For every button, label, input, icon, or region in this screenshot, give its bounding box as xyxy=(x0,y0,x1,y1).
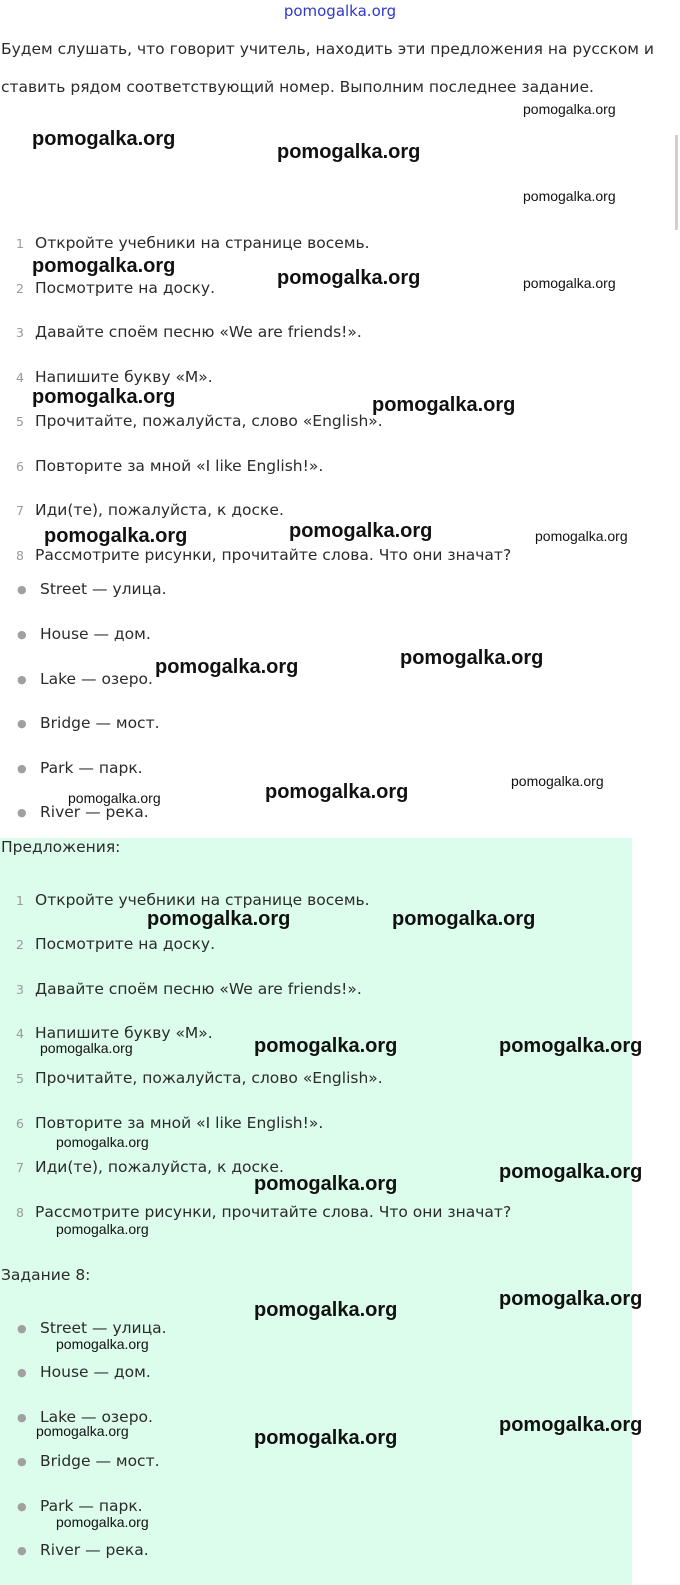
bullet-icon: ● xyxy=(17,628,27,641)
bullet-icon: ● xyxy=(17,1544,27,1557)
item-number: 3 xyxy=(16,982,24,997)
bullet-icon: ● xyxy=(17,1500,27,1513)
intro-paragraph xyxy=(1,30,654,106)
bullet-icon: ● xyxy=(17,583,27,596)
item-text: Посмотрите на доску. xyxy=(35,279,216,297)
intro-line-1: Будем слушать, что говорит учитель, находить эти предложения на русском и xyxy=(1,40,654,58)
watermark: pomogalka.org xyxy=(289,520,433,542)
intro-line-2: ставить рядом соответствующий номер. Выполним последнее задание. xyxy=(1,78,594,96)
watermark: pomogalka.org xyxy=(499,1161,643,1183)
watermark: pomogalka.org xyxy=(523,275,616,291)
bullet-icon: ● xyxy=(17,1322,27,1335)
item-text: Иди(те), пожалуйста, к доске. xyxy=(35,1158,284,1176)
item-text: Посмотрите на доску. xyxy=(35,935,216,953)
word-text: Street — улица. xyxy=(40,1319,167,1337)
bullet-icon: ● xyxy=(17,1366,27,1379)
watermark: pomogalka.org xyxy=(36,1423,129,1439)
bullet-icon: ● xyxy=(17,762,27,775)
watermark: pomogalka.org xyxy=(44,525,188,547)
item-text: Иди(те), пожалуйста, к доске. xyxy=(35,501,284,519)
item-text: Повторите за мной «I like English!». xyxy=(35,1114,324,1132)
watermark: pomogalka.org xyxy=(56,1514,149,1530)
item-number: 7 xyxy=(16,503,24,518)
word-text: Park — парк. xyxy=(40,1497,143,1515)
watermark: pomogalka.org xyxy=(155,656,299,678)
item-number: 1 xyxy=(16,893,24,908)
item-number: 5 xyxy=(16,414,24,429)
watermark: pomogalka.org xyxy=(254,1299,398,1321)
bullet-icon: ● xyxy=(17,717,27,730)
bullet-icon: ● xyxy=(17,1455,27,1468)
site-header-link[interactable]: pomogalka.org xyxy=(283,2,397,20)
watermark: pomogalka.org xyxy=(32,255,176,277)
watermark: pomogalka.org xyxy=(499,1288,643,1310)
watermark: pomogalka.org xyxy=(56,1134,149,1150)
item-number: 2 xyxy=(16,281,24,296)
watermark: pomogalka.org xyxy=(499,1035,643,1057)
watermark: pomogalka.org xyxy=(32,128,176,150)
item-text: Прочитайте, пожалуйста, слово «English». xyxy=(35,1069,383,1087)
item-number: 6 xyxy=(16,459,24,474)
item-number: 6 xyxy=(16,1116,24,1131)
word-text: House — дом. xyxy=(40,625,151,643)
watermark: pomogalka.org xyxy=(400,647,544,669)
item-text: Откройте учебники на странице восемь. xyxy=(35,891,370,909)
watermark: pomogalka.org xyxy=(499,1414,643,1436)
watermark: pomogalka.org xyxy=(535,528,628,544)
word-text: Bridge — мост. xyxy=(40,1452,160,1470)
sentences-heading: Предложения: xyxy=(1,838,121,856)
scrollbar-thumb[interactable] xyxy=(675,135,678,230)
item-text: Повторите за мной «I like English!». xyxy=(35,457,324,475)
watermark: pomogalka.org xyxy=(265,781,409,803)
item-text: Напишите букву «М». xyxy=(35,1024,213,1042)
watermark: pomogalka.org xyxy=(56,1336,149,1352)
item-text: Рассмотрите рисунки, прочитайте слова. Что они значат? xyxy=(35,1203,512,1221)
item-number: 1 xyxy=(16,236,24,251)
watermark: pomogalka.org xyxy=(254,1173,398,1195)
item-number: 5 xyxy=(16,1071,24,1086)
word-text: House — дом. xyxy=(40,1363,151,1381)
watermark: pomogalka.org xyxy=(372,394,516,416)
bullet-icon: ● xyxy=(17,806,27,819)
item-text: Прочитайте, пожалуйста, слово «English». xyxy=(35,412,383,430)
watermark: pomogalka.org xyxy=(56,1221,149,1237)
word-text: Street — улица. xyxy=(40,580,167,598)
item-number: 2 xyxy=(16,937,24,952)
item-number: 4 xyxy=(16,1026,24,1041)
watermark: pomogalka.org xyxy=(147,908,291,930)
word-text: Bridge — мост. xyxy=(40,714,160,732)
watermark: pomogalka.org xyxy=(40,1040,133,1056)
watermark: pomogalka.org xyxy=(68,790,161,806)
watermark: pomogalka.org xyxy=(523,188,616,204)
item-number: 3 xyxy=(16,325,24,340)
bullet-icon: ● xyxy=(17,1411,27,1424)
item-text: Рассмотрите рисунки, прочитайте слова. Что они значат? xyxy=(35,546,512,564)
word-text: Lake — озеро. xyxy=(40,670,153,688)
item-number: 7 xyxy=(16,1160,24,1175)
watermark: pomogalka.org xyxy=(254,1035,398,1057)
word-text: Lake — озеро. xyxy=(40,1408,153,1426)
watermark: pomogalka.org xyxy=(277,141,421,163)
watermark: pomogalka.org xyxy=(392,908,536,930)
watermark: pomogalka.org xyxy=(511,773,604,789)
item-text: Откройте учебники на странице восемь. xyxy=(35,234,370,252)
item-number: 4 xyxy=(16,370,24,385)
watermark: pomogalka.org xyxy=(32,386,176,408)
item-text: Давайте споём песню «We are friends!». xyxy=(35,980,362,998)
item-number: 8 xyxy=(16,1205,24,1220)
task-heading: Задание 8: xyxy=(1,1266,91,1284)
watermark: pomogalka.org xyxy=(254,1427,398,1449)
item-text: Напишите букву «М». xyxy=(35,368,213,386)
word-text: Park — парк. xyxy=(40,759,143,777)
bullet-icon: ● xyxy=(17,673,27,686)
word-text: River — река. xyxy=(40,803,149,821)
watermark: pomogalka.org xyxy=(277,267,421,289)
word-text: River — река. xyxy=(40,1541,149,1559)
item-number: 8 xyxy=(16,548,24,563)
watermark: pomogalka.org xyxy=(523,101,616,117)
item-text: Давайте споём песню «We are friends!». xyxy=(35,323,362,341)
